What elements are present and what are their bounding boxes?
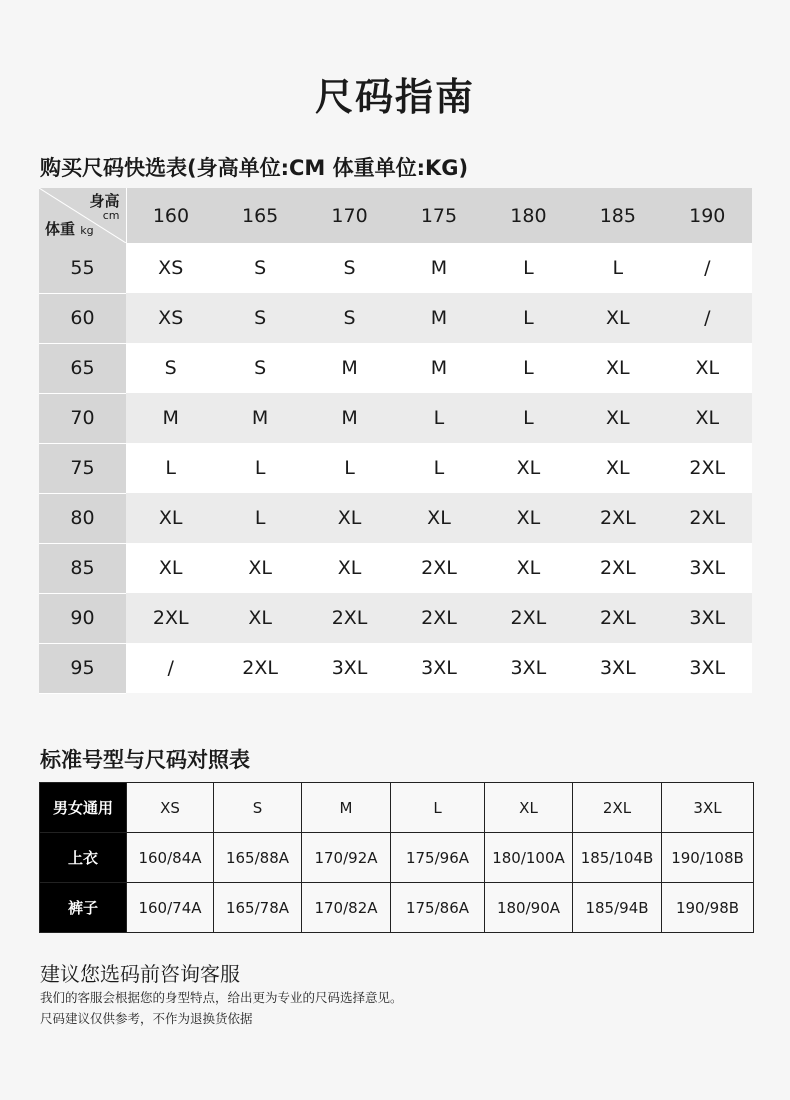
size-cell: 2XL <box>573 543 662 593</box>
size-cell: / <box>663 293 752 343</box>
size-cell: M <box>305 393 394 443</box>
size-cell: M <box>394 293 483 343</box>
table-corner <box>39 188 126 243</box>
size-cell: XL <box>663 343 752 393</box>
size-cell: / <box>663 243 752 293</box>
size-cell: XL <box>573 293 662 343</box>
table-cell: 170/82A <box>302 883 391 933</box>
size-cell: M <box>394 243 483 293</box>
table-cell: 180/90A <box>485 883 573 933</box>
table-row <box>39 393 752 443</box>
size-cell: L <box>484 393 573 443</box>
size-cell: L <box>126 443 215 493</box>
table-cell: 175/86A <box>391 883 485 933</box>
weight-cell: 75 <box>39 443 126 493</box>
weight-unit: kg <box>80 224 94 237</box>
standard-table-title: 标准号型与尺码对照表 <box>40 748 250 772</box>
size-cell: 2XL <box>573 593 662 643</box>
height-header: 175 <box>394 188 483 243</box>
quick-table-title: 购买尺码快选表(身高单位:CM 体重单位:KG) <box>40 156 469 180</box>
size-cell: M <box>126 393 215 443</box>
table-row <box>39 443 752 493</box>
table-row <box>39 543 752 593</box>
table-row <box>39 643 752 693</box>
size-cell: XL <box>573 443 662 493</box>
weight-cell: 85 <box>39 543 126 593</box>
table-cell: 3XL <box>662 783 754 833</box>
size-cell: XL <box>394 493 483 543</box>
table-row <box>40 783 754 833</box>
weight-cell: 90 <box>39 593 126 643</box>
weight-cell: 95 <box>39 643 126 693</box>
size-cell: S <box>215 343 304 393</box>
size-cell: / <box>126 643 215 693</box>
size-cell: 3XL <box>663 643 752 693</box>
table-cell: 160/74A <box>127 883 214 933</box>
row-label: 男女通用 <box>40 783 127 833</box>
size-cell: 2XL <box>573 493 662 543</box>
size-cell: L <box>394 393 483 443</box>
size-cell: 2XL <box>215 643 304 693</box>
height-header: 165 <box>215 188 304 243</box>
table-row <box>40 833 754 883</box>
size-cell: L <box>484 293 573 343</box>
weight-cell: 60 <box>39 293 126 343</box>
size-cell: XL <box>484 493 573 543</box>
height-header: 185 <box>573 188 662 243</box>
size-cell: XL <box>305 493 394 543</box>
size-cell: 2XL <box>394 593 483 643</box>
size-cell: 2XL <box>126 593 215 643</box>
size-cell: L <box>394 443 483 493</box>
table-cell: 185/94B <box>573 883 662 933</box>
table-cell: 165/78A <box>214 883 302 933</box>
page-title: 尺码指南 <box>314 75 475 119</box>
height-header: 190 <box>663 188 752 243</box>
size-cell: 3XL <box>663 593 752 643</box>
size-cell: 3XL <box>573 643 662 693</box>
size-cell: XL <box>663 393 752 443</box>
size-cell: L <box>305 443 394 493</box>
table-cell: 165/88A <box>214 833 302 883</box>
size-cell: S <box>215 293 304 343</box>
height-header-row <box>39 188 752 243</box>
advice-line: 我们的客服会根据您的身型特点，给出更为专业的尺码选择意见。 <box>40 990 403 1005</box>
size-cell: S <box>126 343 215 393</box>
table-cell: 190/98B <box>662 883 754 933</box>
size-cell: XL <box>484 543 573 593</box>
size-cell: S <box>215 243 304 293</box>
table-cell: M <box>302 783 391 833</box>
size-cell: XS <box>126 243 215 293</box>
size-cell: 2XL <box>663 493 752 543</box>
height-label: 身高 <box>89 192 120 210</box>
row-label: 上衣 <box>40 833 127 883</box>
weight-cell: 70 <box>39 393 126 443</box>
table-cell: S <box>214 783 302 833</box>
table-cell: L <box>391 783 485 833</box>
table-row <box>39 343 752 393</box>
size-cell: XL <box>573 393 662 443</box>
weight-cell: 55 <box>39 243 126 293</box>
size-cell: L <box>215 443 304 493</box>
table-cell: XL <box>485 783 573 833</box>
table-cell: 185/104B <box>573 833 662 883</box>
weight-cell: 80 <box>39 493 126 543</box>
table-cell: 190/108B <box>662 833 754 883</box>
size-cell: M <box>215 393 304 443</box>
size-cell: S <box>305 243 394 293</box>
standard-size-table <box>39 782 754 933</box>
weight-cell: 65 <box>39 343 126 393</box>
table-cell: XS <box>127 783 214 833</box>
weight-label: 体重 <box>45 220 76 238</box>
table-cell: 2XL <box>573 783 662 833</box>
size-cell: M <box>394 343 483 393</box>
height-header: 170 <box>305 188 394 243</box>
size-cell: 3XL <box>663 543 752 593</box>
size-cell: 3XL <box>305 643 394 693</box>
size-cell: XL <box>573 343 662 393</box>
table-cell: 160/84A <box>127 833 214 883</box>
size-cell: 2XL <box>394 543 483 593</box>
table-row <box>39 593 752 643</box>
table-cell: 180/100A <box>485 833 573 883</box>
table-row <box>39 243 752 293</box>
size-cell: XL <box>126 493 215 543</box>
height-header: 180 <box>484 188 573 243</box>
size-cell: XL <box>215 543 304 593</box>
size-cell: 2XL <box>305 593 394 643</box>
size-cell: XL <box>305 543 394 593</box>
height-unit: cm <box>102 208 120 222</box>
size-cell: 3XL <box>484 643 573 693</box>
size-cell: 2XL <box>663 443 752 493</box>
quick-size-table <box>39 188 752 694</box>
table-row <box>40 883 754 933</box>
size-cell: S <box>305 293 394 343</box>
size-cell: L <box>484 343 573 393</box>
height-header: 160 <box>126 188 215 243</box>
size-cell: 2XL <box>484 593 573 643</box>
size-cell: L <box>573 243 662 293</box>
row-label: 裤子 <box>40 883 127 933</box>
size-cell: XL <box>484 443 573 493</box>
size-cell: XS <box>126 293 215 343</box>
size-cell: 3XL <box>394 643 483 693</box>
advice-title: 建议您选码前咨询客服 <box>40 962 240 986</box>
table-cell: 170/92A <box>302 833 391 883</box>
table-cell: 175/96A <box>391 833 485 883</box>
table-row <box>39 493 752 543</box>
size-cell: XL <box>215 593 304 643</box>
table-row <box>39 293 752 343</box>
advice-line: 尺码建议仅供参考，不作为退换货依据 <box>40 1011 253 1026</box>
size-cell: L <box>215 493 304 543</box>
size-cell: L <box>484 243 573 293</box>
size-cell: M <box>305 343 394 393</box>
size-cell: XL <box>126 543 215 593</box>
